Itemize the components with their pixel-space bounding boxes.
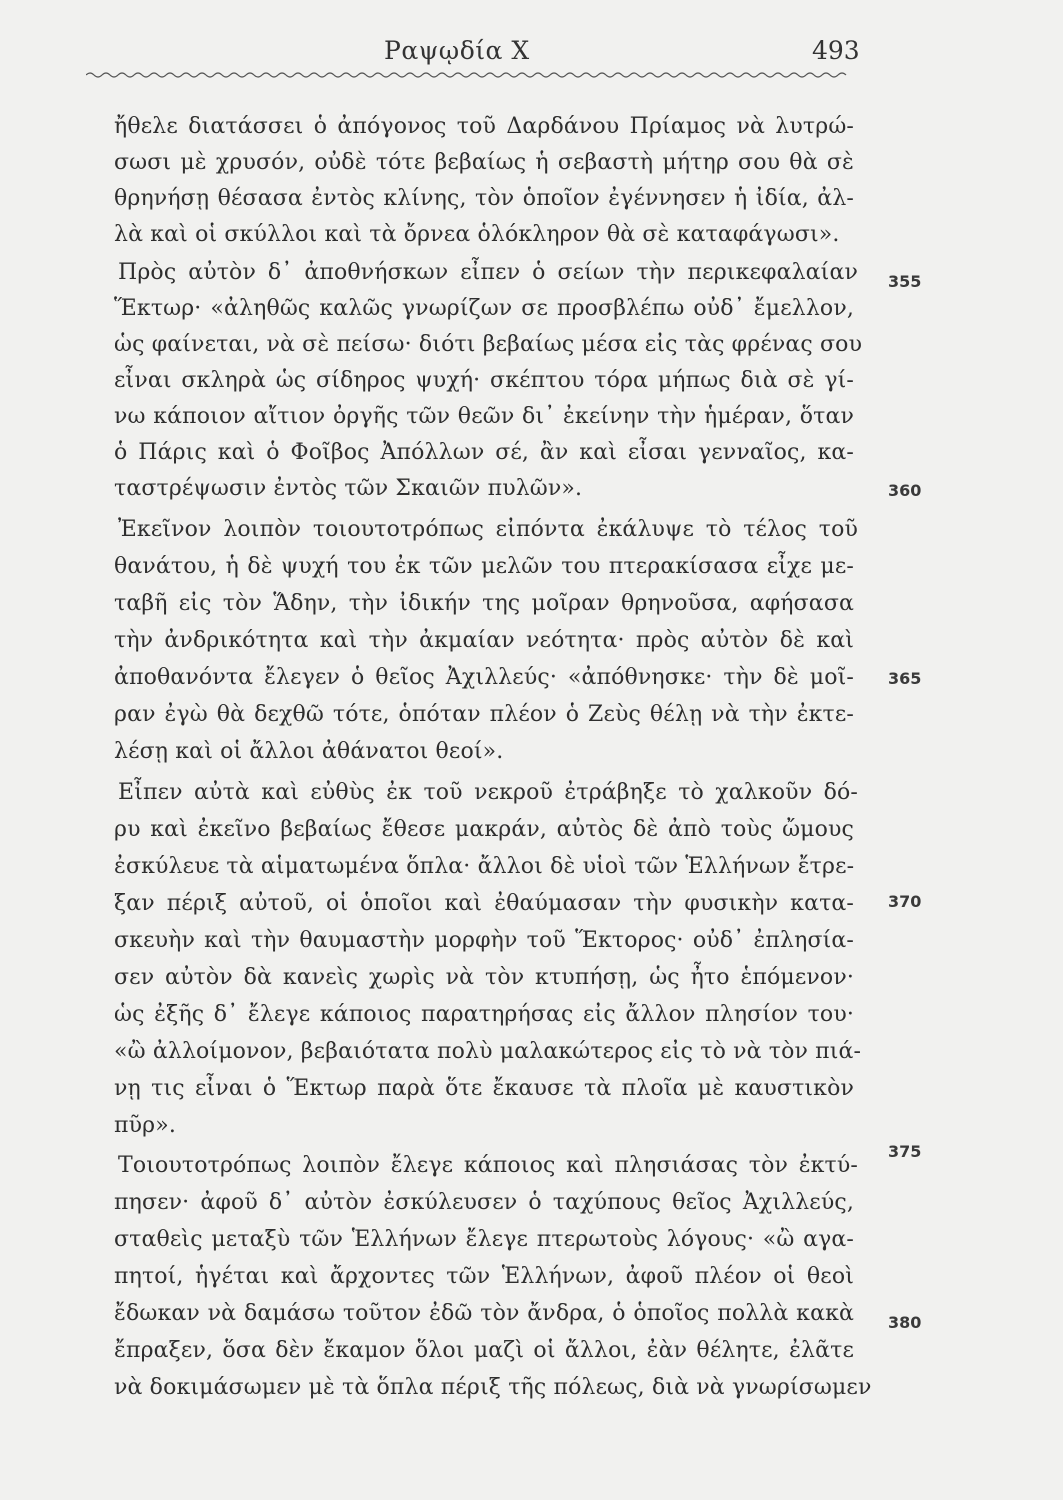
text-line: τὴν ἀνδρικότητα καὶ τὴν ἀκμαίαν νεότητα· πρὸς αὐτὸν δὲ καὶ (114, 628, 854, 653)
text-line: σκευὴν καὶ τὴν θαυμαστὴν μορφὴν τοῦ Ἕκτορος· οὐδ᾽ ἐπλησία- (114, 928, 854, 953)
text-line: σεν αὐτὸν δὰ κανεὶς χωρὶς νὰ τὸν κτυπήσῃ, ὡς ἦτο ἑπόμενον· (114, 965, 854, 990)
text-line: σταθεὶς μεταξὺ τῶν Ἑλλήνων ἔλεγε πτερωτοὺς λόγους· «ὢ αγα- (114, 1227, 854, 1252)
text-line: Ἕκτωρ· «ἀληθῶς καλῶς γνωρίζων σε προσβλέπω οὐδ᾽ ἔμελλον, (114, 296, 854, 321)
text-line: Πρὸς αὐτὸν δ᾽ ἀποθνήσκων εἶπεν ὁ σείων τὴν περικεφαλαίαν (118, 260, 858, 285)
line-number: 375 (888, 1142, 922, 1161)
text-line: ταβῆ εἰς τὸν Ἅδην, τὴν ἰδικήν της μοῖραν θρηνοῦσα, αφήσασα (114, 591, 854, 616)
text-line: Ἐκεῖνον λοιπὸν τοιουτοτρόπως εἰπόντα ἐκάλυψε τὸ τέλος τοῦ (118, 517, 858, 542)
line-number: 365 (888, 669, 922, 688)
line-number: 380 (888, 1313, 922, 1332)
chapter-title: Ραψῳδία Χ (384, 36, 530, 65)
line-number: 360 (888, 481, 922, 500)
text-line: λὰ καὶ οἱ σκύλλοι καὶ τὰ ὄρνεα ὁλόκληρον θὰ σὲ καταφάγωσι». (114, 222, 840, 247)
text-line: πητοί, ἡγέται καὶ ἄρχοντες τῶν Ἑλλήνων, ἀφοῦ πλέον οἱ θεοὶ (114, 1264, 854, 1289)
text-line: «ὢ ἀλλοίμονον, βεβαιότατα πολὺ μαλακώτερος εἰς τὸ νὰ τὸν πιά- (114, 1039, 862, 1064)
text-line: λέσῃ καὶ οἱ ἄλλοι ἀθάνατοι θεοί». (114, 739, 504, 764)
line-number: 355 (888, 272, 922, 291)
text-line: ἐσκύλευε τὰ αἱματωμένα ὅπλα· ἄλλοι δὲ υἱοὶ τῶν Ἑλλήνων ἔτρε- (114, 854, 855, 879)
text-line: ὡς φαίνεται, νὰ σὲ πείσω· διότι βεβαίως μέσα εἰς τὰς φρένας σου (114, 332, 863, 357)
text-line: θρηνήσῃ θέσασα ἐντὸς κλίνης, τὸν ὁποῖον ἐγέννησεν ἡ ἰδία, ἀλ- (114, 186, 854, 211)
wavy-rule (86, 70, 848, 80)
text-line: νω κάποιον αἴτιον ὀργῆς τῶν θεῶν δι᾽ ἐκείνην τὴν ἡμέραν, ὅταν (114, 404, 854, 429)
text-line: ἔπραξεν, ὅσα δὲν ἔκαμον ὅλοι μαζὶ οἱ ἄλλοι, ἐὰν θέλητε, ἐλᾶτε (114, 1338, 854, 1363)
running-head (0, 36, 1063, 76)
line-number: 370 (888, 892, 922, 911)
text-line: σωσι μὲ χρυσόν, οὐδὲ τότε βεβαίως ἡ σεβαστὴ μήτηρ σου θὰ σὲ (114, 150, 854, 175)
text-line: πησεν· ἀφοῦ δ᾽ αὐτὸν ἐσκύλευσεν ὁ ταχύπους θεῖος Ἀχιλλεύς, (114, 1190, 854, 1215)
text-line: ἤθελε διατάσσει ὁ ἀπόγονος τοῦ Δαρδάνου Πρίαμος νὰ λυτρώ- (114, 114, 854, 139)
text-line: ἔδωκαν νὰ δαμάσω τοῦτον ἐδῶ τὸν ἄνδρα, ὁ ὁποῖος πολλὰ κακὰ (114, 1301, 854, 1326)
text-line: ὁ Πάρις καὶ ὁ Φοῖβος Ἀπόλλων σέ, ἂν καὶ εἶσαι γενναῖος, κα- (114, 440, 854, 465)
text-line: ταστρέψωσιν ἐντὸς τῶν Σκαιῶν πυλῶν». (114, 476, 583, 501)
text-line: Εἶπεν αὐτὰ καὶ εὐθὺς ἐκ τοῦ νεκροῦ ἐτράβηξε τὸ χαλκοῦν δό- (118, 780, 858, 805)
text-line: νὰ δοκιμάσωμεν μὲ τὰ ὅπλα πέριξ τῆς πόλεως, διὰ νὰ γνωρίσωμεν (114, 1375, 872, 1400)
text-line: ὡς ἐξῆς δ᾽ ἔλεγε κάποιος παρατηρήσας εἰς ἄλλον πλησίον του· (114, 1002, 854, 1027)
text-line: ραν ἐγὼ θὰ δεχθῶ τότε, ὁπόταν πλέον ὁ Ζεὺς θέλῃ νὰ τὴν ἐκτε- (114, 702, 854, 727)
text-line: πῦρ». (114, 1113, 176, 1138)
text-line: θανάτου, ἡ δὲ ψυχή του ἐκ τῶν μελῶν του πτερακίσασα εἶχε με- (114, 554, 854, 579)
text-line: εἶναι σκληρὰ ὡς σίδηρος ψυχή· σκέπτου τόρα μήπως διὰ σὲ γί- (114, 368, 854, 393)
text-line: νῃ τις εἶναι ὁ Ἕκτωρ παρὰ ὅτε ἔκαυσε τὰ πλοῖα μὲ καυστικὸν (114, 1076, 854, 1101)
text-line: ἀποθανόντα ἔλεγεν ὁ θεῖος Ἀχιλλεύς· «ἀπόθνησκε· τὴν δὲ μοῖ- (114, 665, 854, 690)
text-line: ρυ καὶ ἐκεῖνο βεβαίως ἔθεσε μακράν, αὐτὸς δὲ ἀπὸ τοὺς ὤμους (114, 817, 854, 842)
page-number: 493 (812, 36, 860, 65)
text-line: ξαν πέριξ αὐτοῦ, οἱ ὁποῖοι καὶ ἐθαύμασαν τὴν φυσικὴν κατα- (114, 891, 854, 916)
text-line: Τοιουτοτρόπως λοιπὸν ἔλεγε κάποιος καὶ πλησιάσας τὸν ἐκτύ- (118, 1153, 858, 1178)
